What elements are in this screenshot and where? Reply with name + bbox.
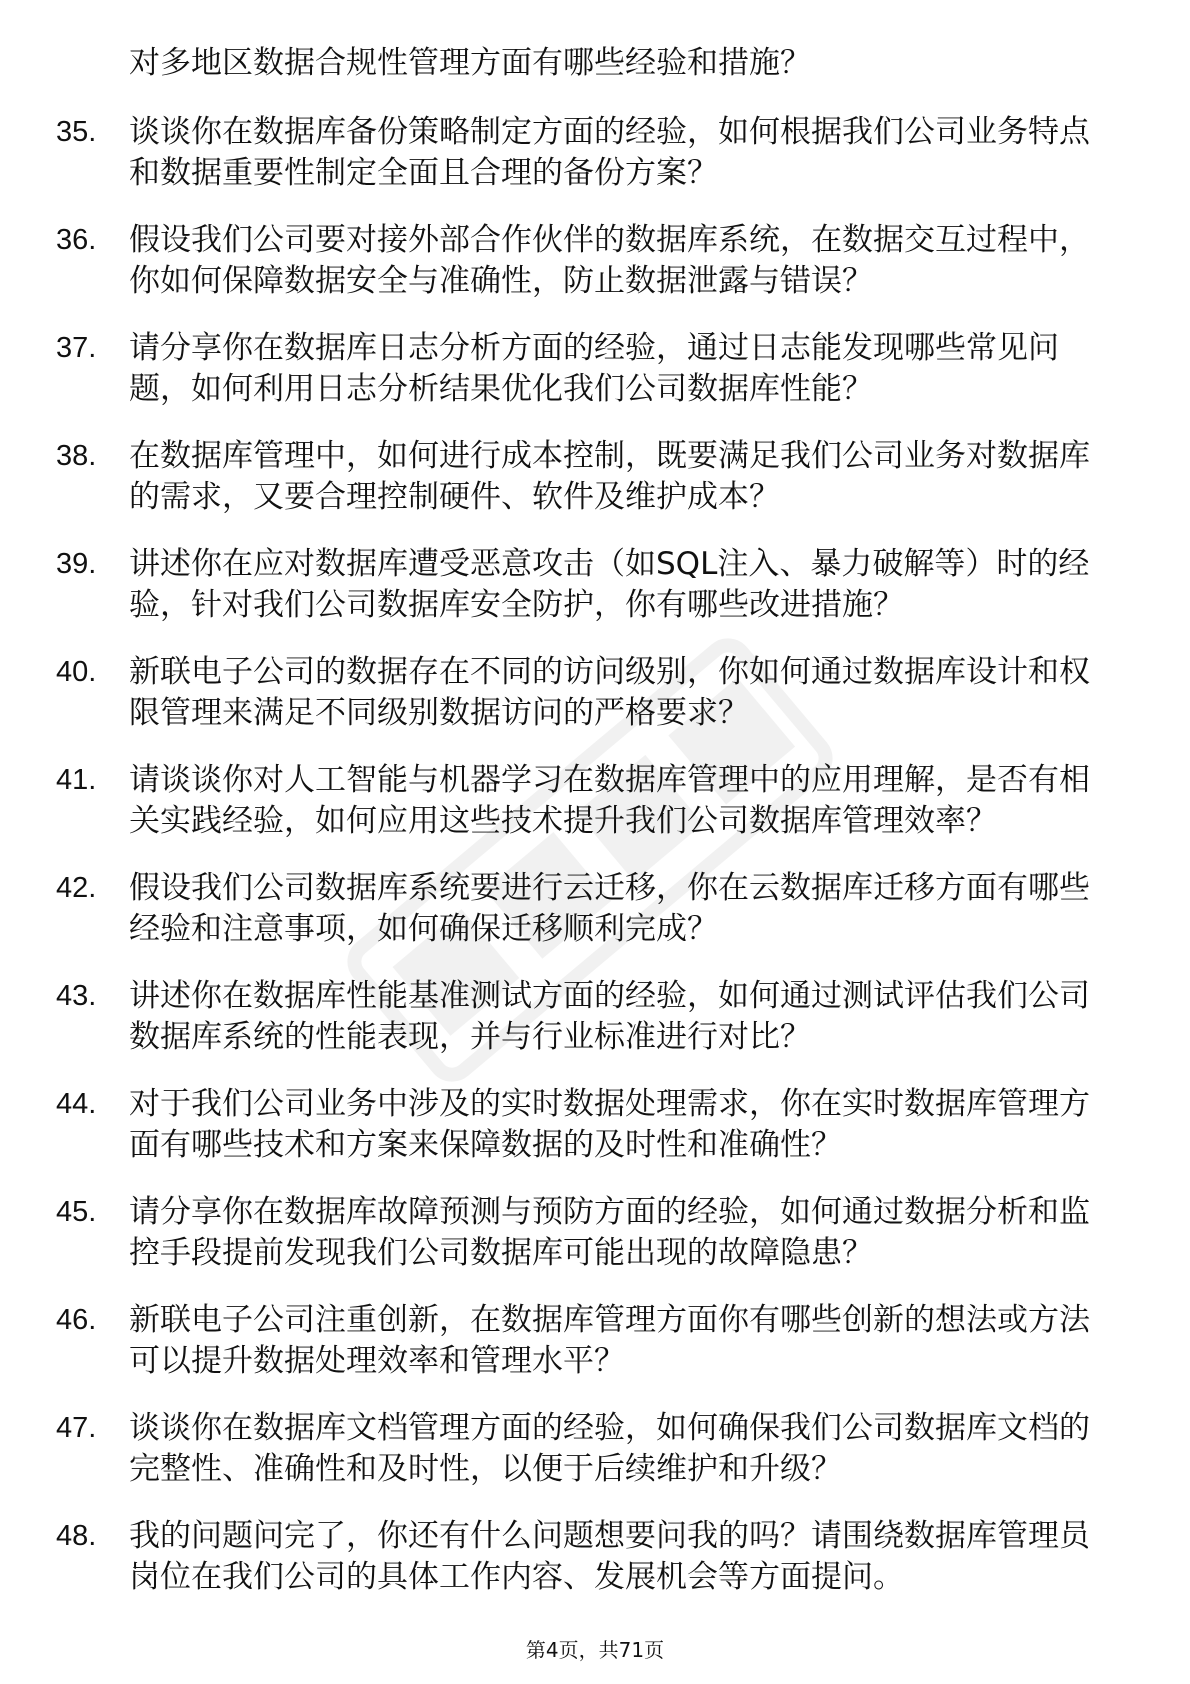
continued-question-text: 对多地区数据合规性管理方面有哪些经验和措施？ [129,45,811,81]
question-item [56,1300,1116,1382]
question-list [56,43,1116,1624]
page-footer: 第4页，共71页 [525,1638,665,1662]
question-item [56,652,1116,734]
question-item [56,868,1116,950]
question-item [56,220,1116,302]
question-text: 对于我们公司业务中涉及的实时数据处理需求，你在实时数据库管理方面有哪些技术和方案来保障数据的及时性和准确性？ [129,1086,1090,1163]
question-item [56,1408,1116,1490]
question-number: 35. [56,116,97,148]
question-text: 讲述你在数据库性能基准测试方面的经验，如何通过测试评估我们公司数据库系统的性能表现，并与行业标准进行对比？ [129,978,1090,1055]
question-text: 在数据库管理中，如何进行成本控制，既要满足我们公司业务对数据库的需求，又要合理控制硬件、软件及维护成本？ [129,438,1090,515]
question-number: 36. [56,224,97,256]
question-text: 请谈谈你对人工智能与机器学习在数据库管理中的应用理解，是否有相关实践经验，如何应用这些技术提升我们公司数据库管理效率？ [129,762,1090,839]
question-item [56,1516,1116,1598]
question-number: 48. [56,1520,97,1552]
question-item [56,436,1116,518]
question-text: 我的问题问完了，你还有什么问题想要问我的吗？请围绕数据库管理员岗位在我们公司的具体工作内容、发展机会等方面提问。 [129,1518,1090,1595]
question-text: 新联电子公司注重创新，在数据库管理方面你有哪些创新的想法或方法可以提升数据处理效率和管理水平？ [129,1302,1090,1379]
question-text: 新联电子公司的数据存在不同的访问级别，你如何通过数据库设计和权限管理来满足不同级别数据访问的严格要求？ [129,654,1090,731]
question-number: 39. [56,548,97,580]
question-item [56,1192,1116,1274]
question-item [56,328,1116,410]
question-number: 45. [56,1196,97,1228]
question-text: 假设我们公司要对接外部合作伙伴的数据库系统，在数据交互过程中，你如何保障数据安全与准确性，防止数据泄露与错误？ [129,222,1090,299]
question-number: 47. [56,1412,97,1444]
question-number: 38. [56,440,97,472]
question-text: 谈谈你在数据库文档管理方面的经验，如何确保我们公司数据库文档的完整性、准确性和及时性，以便于后续维护和升级？ [129,1410,1090,1487]
question-item [56,112,1116,194]
question-number: 42. [56,872,97,904]
question-item [56,760,1116,842]
question-text: 请分享你在数据库日志分析方面的经验，通过日志能发现哪些常见问题，如何利用日志分析结果优化我们公司数据库性能？ [129,330,1059,407]
question-text: 假设我们公司数据库系统要进行云迁移，你在云数据库迁移方面有哪些经验和注意事项，如何确保迁移顺利完成？ [129,870,1090,947]
question-text: 讲述你在应对数据库遭受恶意攻击（如SQL注入、暴力破解等）时的经验，针对我们公司数据库安全防护，你有哪些改进措施？ [129,546,1090,623]
question-item [56,544,1116,626]
question-number: 37. [56,332,97,364]
question-item [56,1084,1116,1166]
question-number: 41. [56,764,97,796]
question-number: 43. [56,980,97,1012]
question-item [56,976,1116,1058]
question-text: 谈谈你在数据库备份策略制定方面的经验，如何根据我们公司业务特点和数据重要性制定全面且合理的备份方案？ [129,114,1090,191]
question-text: 请分享你在数据库故障预测与预防方面的经验，如何通过数据分析和监控手段提前发现我们公司数据库可能出现的故障隐患？ [129,1194,1090,1271]
question-number: 46. [56,1304,97,1336]
question-number: 44. [56,1088,97,1120]
question-number: 40. [56,656,97,688]
